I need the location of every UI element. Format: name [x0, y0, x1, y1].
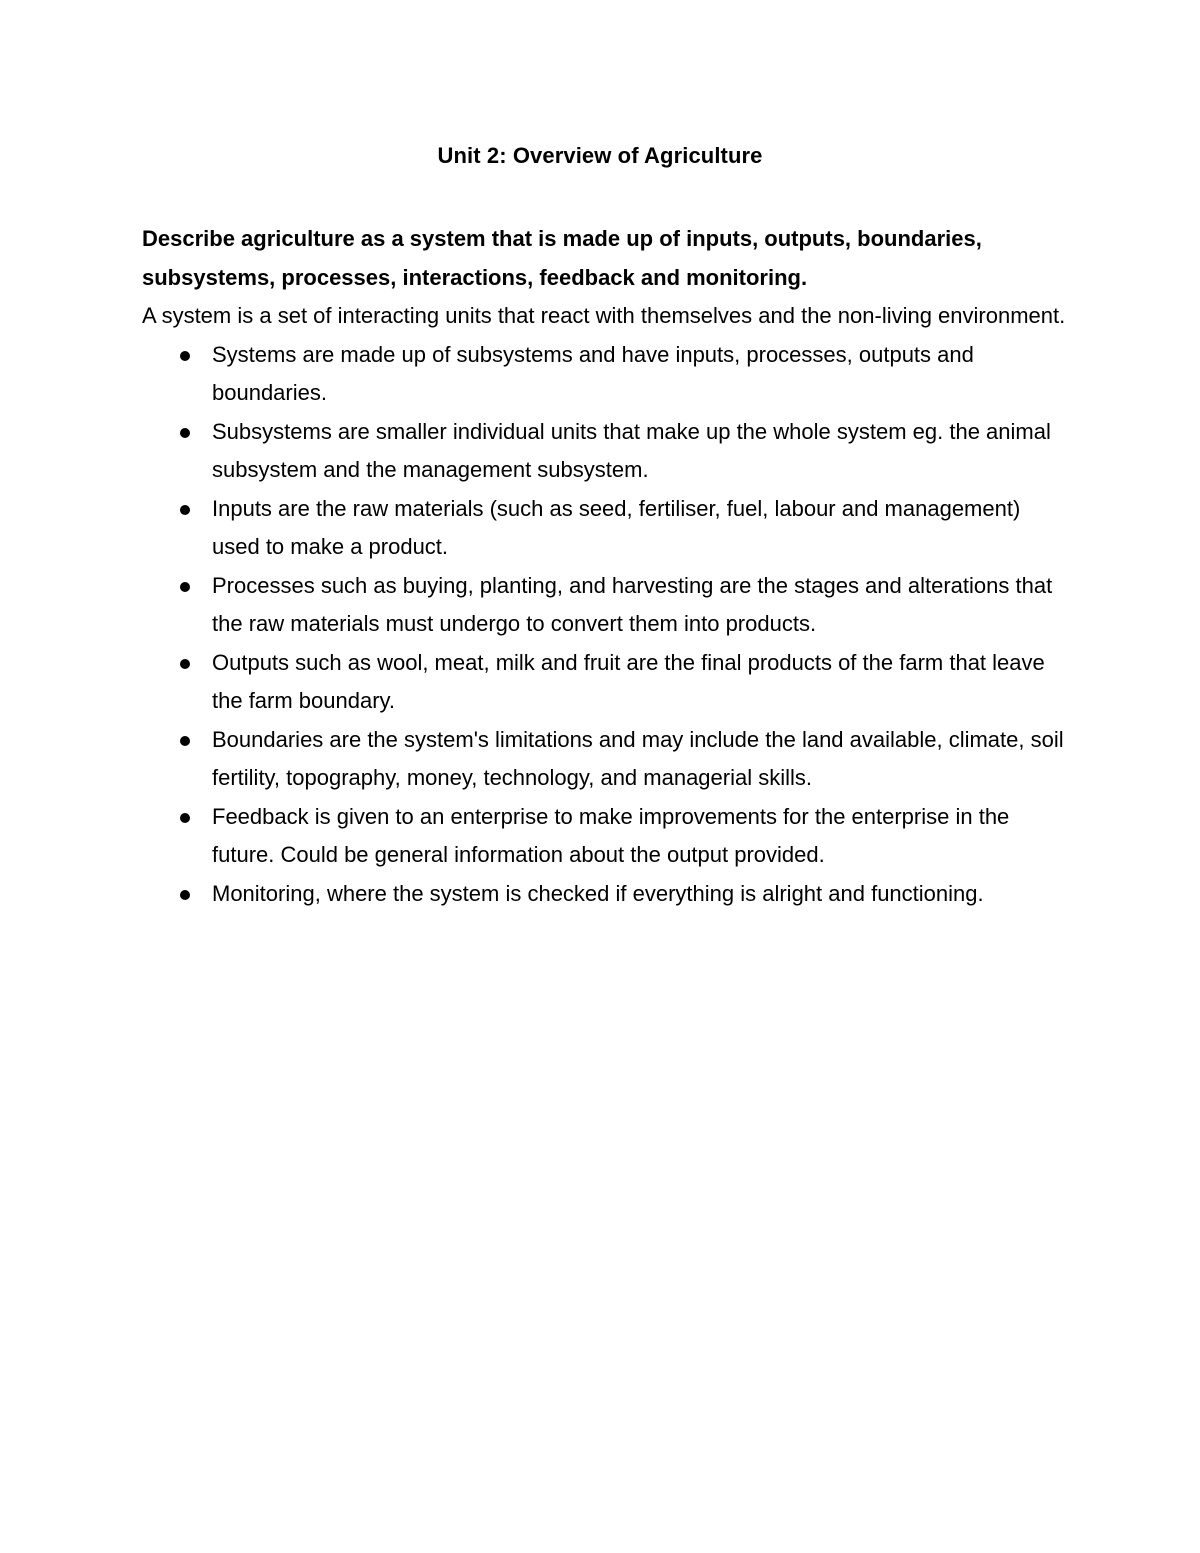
list-item-text: Inputs are the raw materials (such as seed, fertiliser, fuel, labour and management) used to make a product.: [212, 495, 1021, 559]
document-body: [142, 220, 1072, 913]
document-title: Unit 2: Overview of Agriculture: [437, 143, 763, 168]
bullet-icon: [180, 582, 190, 592]
bullet-icon: [180, 736, 190, 746]
list-item: [212, 413, 1072, 490]
list-item: [212, 798, 1072, 875]
list-item-text: Outputs such as wool, meat, milk and fruit are the final products of the farm that leave the farm boundary.: [212, 649, 1045, 713]
list-item-text: Monitoring, where the system is checked if everything is alright and functioning.: [212, 880, 984, 906]
list-item: [212, 721, 1072, 798]
bullet-icon: [180, 351, 190, 361]
list-item: [212, 567, 1072, 644]
list-item: [212, 336, 1072, 413]
list-item-text: Systems are made up of subsystems and have inputs, processes, outputs and boundaries.: [212, 341, 974, 405]
list-item: [212, 490, 1072, 567]
bullet-icon: [180, 813, 190, 823]
bullet-list: [142, 336, 1072, 914]
list-item-text: Feedback is given to an enterprise to make improvements for the enterprise in the future. Could be general information about the output provided.: [212, 803, 1010, 867]
bullet-icon: [180, 659, 190, 669]
question-heading: Describe agriculture as a system that is made up of inputs, outputs, boundaries, subsystems, processes, interactions, feedback and monitoring.: [142, 226, 982, 290]
list-item-text: Processes such as buying, planting, and harvesting are the stages and alterations that the raw materials must undergo to convert them into products.: [212, 572, 1053, 636]
list-item-text: Subsystems are smaller individual units that make up the whole system eg. the animal subsystem and the management subsystem.: [212, 418, 1051, 482]
bullet-icon: [180, 428, 190, 438]
list-item-text: Boundaries are the system's limitations and may include the land available, climate, soil fertility, topography, money, technology, and managerial skills.: [212, 726, 1064, 790]
bullet-icon: [180, 890, 190, 900]
list-item: [212, 644, 1072, 721]
intro-paragraph: A system is a set of interacting units that react with themselves and the non-living environment.: [142, 303, 1066, 328]
list-item: [212, 875, 1072, 914]
bullet-icon: [180, 505, 190, 515]
